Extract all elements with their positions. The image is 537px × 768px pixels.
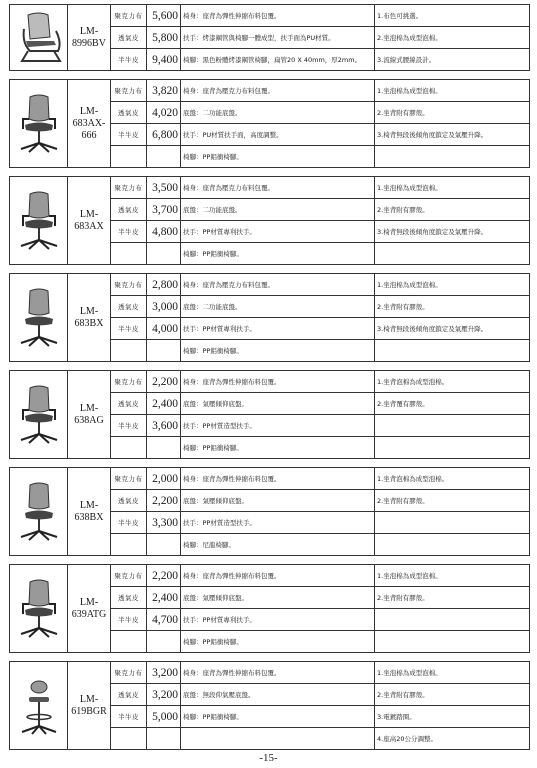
product-separator [10, 653, 530, 662]
catalog-page [9, 4, 529, 750]
material-label: 半牛皮 [111, 415, 147, 437]
price: 2,200 [147, 490, 181, 512]
sled-base-mesh-chair-icon [14, 7, 64, 69]
price [147, 631, 181, 653]
drafting-stool-footring-icon [14, 675, 64, 737]
material-label: 半牛皮 [111, 221, 147, 243]
price [147, 340, 181, 362]
feature-text [375, 415, 530, 437]
price: 5,000 [147, 706, 181, 728]
material-label [111, 728, 147, 750]
spec-text: 椅身：座背為彈性伸縮布料包覆。 [181, 371, 375, 393]
product-separator [10, 459, 530, 468]
feature-text [375, 146, 530, 168]
feature-text: 2.坐背附有膠殼。 [375, 199, 530, 221]
spec-text: 扶手：烤漆鋼管與椅腳一體成型，扶手面為PU材質。 [181, 27, 375, 49]
price [147, 243, 181, 265]
feature-text: 2.坐背附有膠殼。 [375, 490, 530, 512]
material-label: 聚克力布 [111, 468, 147, 490]
price [147, 534, 181, 556]
spec-text: 椅腳：PP鋁衝椅腳。 [181, 437, 375, 459]
material-label: 透氣皮 [111, 393, 147, 415]
feature-text: 2.坐背附有膠殼。 [375, 587, 530, 609]
product-separator [10, 168, 530, 177]
spec-text: 椅身：座背為壓克力布料包覆。 [181, 177, 375, 199]
material-label [111, 437, 147, 459]
spec-text: 椅身：座背為彈性伸縮布料包覆。 [181, 468, 375, 490]
price: 4,800 [147, 221, 181, 243]
material-label: 聚克力布 [111, 5, 147, 27]
feature-text [375, 243, 530, 265]
price: 5,800 [147, 27, 181, 49]
material-label: 透氣皮 [111, 587, 147, 609]
spec-row [10, 274, 530, 296]
spec-text: 底盤：無段仰氣壓底盤。 [181, 684, 375, 706]
feature-text: 3.椅背無段後傾角度鎖定及氣壓升降。 [375, 221, 530, 243]
price: 2,400 [147, 393, 181, 415]
material-label: 聚克力布 [111, 565, 147, 587]
product-separator [10, 265, 530, 274]
feature-text [375, 534, 530, 556]
task-chair-arms-icon [14, 93, 64, 155]
product-separator [10, 71, 530, 80]
spec-row [10, 468, 530, 490]
spec-text: 底盤：二功能底盤。 [181, 199, 375, 221]
product-photo [10, 565, 68, 653]
feature-text: 1.坐泡棉為成型泡棉。 [375, 274, 530, 296]
price: 2,400 [147, 587, 181, 609]
spec-text: 扶手：PU材質扶手面，高度調整。 [181, 124, 375, 146]
material-label: 半牛皮 [111, 124, 147, 146]
material-label [111, 243, 147, 265]
price: 3,300 [147, 512, 181, 534]
spec-row [10, 662, 530, 684]
feature-text: 1.布色可挑選。 [375, 5, 530, 27]
spec-text: 椅身：座背為彈性伸縮布料包覆。 [181, 565, 375, 587]
price: 3,600 [147, 415, 181, 437]
material-label: 半牛皮 [111, 706, 147, 728]
material-label [111, 340, 147, 362]
task-chair-arms-icon [14, 578, 64, 640]
feature-text: 1.坐背泡棉為成型泡棉。 [375, 371, 530, 393]
price: 3,200 [147, 662, 181, 684]
feature-text: 1.坐泡棉為成型泡棉。 [375, 565, 530, 587]
spec-text: 扶手：PP材質專利扶手。 [181, 221, 375, 243]
model-number: LM-8996BV [68, 5, 111, 71]
material-label: 半牛皮 [111, 512, 147, 534]
price [147, 146, 181, 168]
page-number: -15- [259, 752, 278, 764]
model-number: LM-683AX-666 [68, 80, 111, 168]
spec-text: 椅腳：PP鋁衝椅腳。 [181, 706, 375, 728]
feature-text [375, 609, 530, 631]
price: 2,200 [147, 371, 181, 393]
product-photo [10, 5, 68, 71]
model-number: LM-619BGR [68, 662, 111, 750]
feature-text: 2.坐背附有膠殼。 [375, 684, 530, 706]
price: 3,200 [147, 684, 181, 706]
product-separator [10, 556, 530, 565]
task-chair-armless-icon [14, 481, 64, 543]
spec-text [181, 728, 375, 750]
price: 3,000 [147, 296, 181, 318]
product-separator [10, 362, 530, 371]
price: 2,000 [147, 468, 181, 490]
price [147, 437, 181, 459]
model-number: LM-683AX [68, 177, 111, 265]
material-label: 半牛皮 [111, 609, 147, 631]
feature-text: 4.座高20公分調整。 [375, 728, 530, 750]
spec-text: 椅腳：PP鋁衝椅腳。 [181, 146, 375, 168]
feature-text: 2.坐背附有膠殼。 [375, 296, 530, 318]
spec-row [10, 177, 530, 199]
spec-text: 椅腳：黑色粉體烤漆鋼管椅腳，扁管20 X 40mm，厚2mm。 [181, 49, 375, 71]
model-number: LM-638AG [68, 371, 111, 459]
spec-text: 扶手：PP材質專利扶手。 [181, 318, 375, 340]
product-price-table [9, 4, 530, 750]
material-label: 透氣皮 [111, 27, 147, 49]
spec-text: 底盤：氣壓傾仰底盤。 [181, 490, 375, 512]
spec-row [10, 371, 530, 393]
model-number: LM-638BX [68, 468, 111, 556]
material-label: 透氣皮 [111, 102, 147, 124]
material-label [111, 146, 147, 168]
feature-text: 1.坐泡棉為成型泡棉。 [375, 177, 530, 199]
price: 3,700 [147, 199, 181, 221]
material-label [111, 631, 147, 653]
price: 4,000 [147, 318, 181, 340]
feature-text: 3.流線式腰線設計。 [375, 49, 530, 71]
feature-text: 1.坐背泡棉為成型泡棉。 [375, 468, 530, 490]
product-photo [10, 662, 68, 750]
spec-text: 椅身：座背為壓克力布料包覆。 [181, 274, 375, 296]
price: 6,800 [147, 124, 181, 146]
material-label: 聚克力布 [111, 371, 147, 393]
task-chair-arms-icon [14, 384, 64, 446]
material-label: 聚克力布 [111, 662, 147, 684]
feature-text: 2.坐泡棉為成型泡棉。 [375, 27, 530, 49]
feature-text: 3.電鍍踏圈。 [375, 706, 530, 728]
feature-text: 3.椅背無段後傾角度鎖定及氣壓升降。 [375, 318, 530, 340]
feature-text: 2.坐背附有膠殼。 [375, 102, 530, 124]
feature-text [375, 631, 530, 653]
material-label [111, 534, 147, 556]
product-photo [10, 371, 68, 459]
product-photo [10, 274, 68, 362]
model-number: LM-683BX [68, 274, 111, 362]
price: 3,820 [147, 80, 181, 102]
price: 3,500 [147, 177, 181, 199]
material-label: 透氣皮 [111, 199, 147, 221]
spec-row [10, 565, 530, 587]
spec-text: 椅腳：PP鋁衝椅腳。 [181, 631, 375, 653]
price: 9,400 [147, 49, 181, 71]
feature-text [375, 437, 530, 459]
feature-text: 1.坐泡棉為成型泡棉。 [375, 662, 530, 684]
material-label: 透氣皮 [111, 296, 147, 318]
spec-text: 扶手：PP材質造型扶手。 [181, 512, 375, 534]
price: 4,020 [147, 102, 181, 124]
price: 5,600 [147, 5, 181, 27]
price: 2,800 [147, 274, 181, 296]
product-photo [10, 468, 68, 556]
spec-text: 椅腳：尼龍椅腳。 [181, 534, 375, 556]
spec-text: 扶手：PP材質造型扶手。 [181, 415, 375, 437]
material-label: 聚克力布 [111, 80, 147, 102]
feature-text: 1.坐泡棉為成型泡棉。 [375, 80, 530, 102]
spec-text: 底盤：氣壓傾仰底盤。 [181, 587, 375, 609]
feature-text: 3.椅背無段後傾角度鎖定及氣壓升降。 [375, 124, 530, 146]
spec-text: 椅身：座背為壓克力布料包覆。 [181, 80, 375, 102]
material-label: 透氣皮 [111, 490, 147, 512]
spec-text: 底盤：氣壓傾仰底盤。 [181, 393, 375, 415]
spec-text: 底盤：二功能底盤。 [181, 296, 375, 318]
feature-text [375, 340, 530, 362]
spec-text: 椅身：座背為彈性伸縮布料包覆。 [181, 662, 375, 684]
spec-row [10, 5, 530, 27]
material-label: 半牛皮 [111, 49, 147, 71]
task-chair-arms-icon [14, 190, 64, 252]
feature-text [375, 512, 530, 534]
spec-row [10, 80, 530, 102]
material-label: 透氣皮 [111, 684, 147, 706]
price: 4,700 [147, 609, 181, 631]
material-label: 聚克力布 [111, 177, 147, 199]
price [147, 728, 181, 750]
feature-text: 2.坐背覆有膠殼。 [375, 393, 530, 415]
spec-text: 椅腳：PP鋁衝椅腳。 [181, 243, 375, 265]
product-photo [10, 80, 68, 168]
spec-text: 扶手：PP材質專利扶手。 [181, 609, 375, 631]
product-photo [10, 177, 68, 265]
task-chair-armless-icon [14, 287, 64, 349]
material-label: 聚克力布 [111, 274, 147, 296]
spec-text: 椅腳：PP鋁衝椅腳。 [181, 340, 375, 362]
spec-text: 椅身：座背為彈性伸縮布料包覆。 [181, 5, 375, 27]
material-label: 半牛皮 [111, 318, 147, 340]
spec-text: 底盤：二功能底盤。 [181, 102, 375, 124]
model-number: LM-639ATG [68, 565, 111, 653]
price: 2,200 [147, 565, 181, 587]
